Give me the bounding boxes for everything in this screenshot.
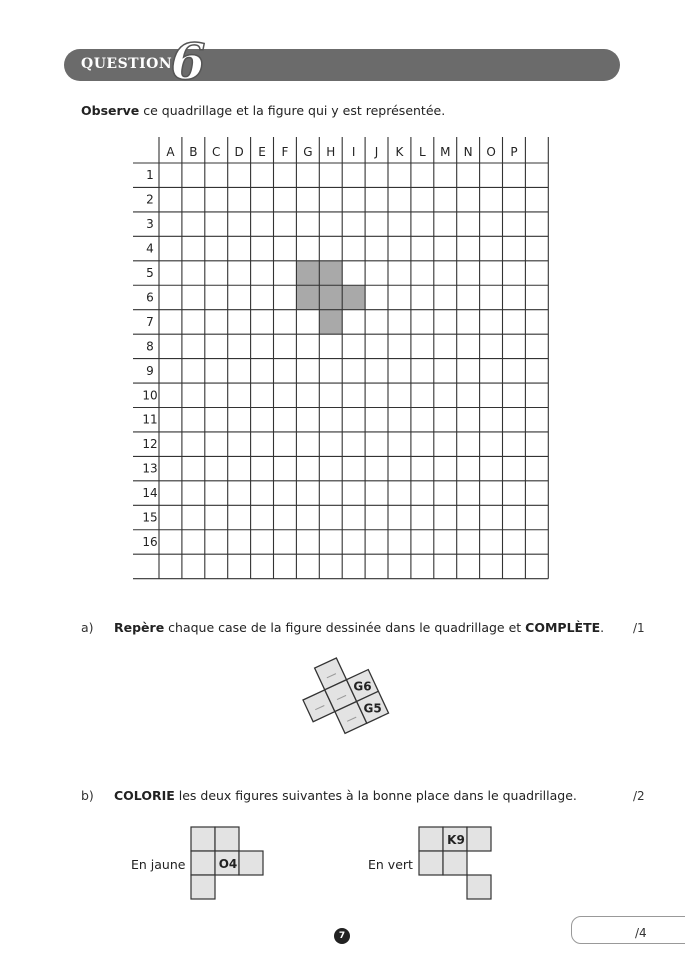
row-header: 1 — [146, 168, 154, 183]
row-header: 16 — [142, 534, 158, 549]
question-label: QUESTION — [81, 56, 173, 72]
total-score: /4 — [635, 926, 647, 940]
column-header: K — [395, 145, 404, 159]
green-cell — [467, 875, 491, 899]
column-header: D — [234, 145, 244, 159]
part-a-end: . — [600, 620, 605, 635]
label-g5: G5 — [363, 701, 382, 716]
part-a-score: /1 — [633, 621, 645, 635]
page-number: 7 — [334, 928, 350, 944]
shaded-cell — [319, 261, 342, 285]
part-a-instruction — [114, 620, 604, 635]
shaded-cell — [296, 261, 319, 285]
row-header: 11 — [142, 412, 158, 427]
column-header: E — [258, 145, 266, 159]
row-header: 14 — [142, 486, 158, 501]
column-header: O — [486, 145, 496, 159]
column-header: J — [374, 145, 379, 159]
label-o4: O4 — [218, 857, 238, 871]
column-header: L — [419, 145, 426, 159]
yellow-label: En jaune — [131, 857, 186, 872]
part-b-bold: COLORIE — [114, 788, 175, 803]
part-b-score: /2 — [633, 789, 645, 803]
green-cell — [419, 851, 443, 875]
column-header: G — [303, 145, 313, 159]
part-a-mid: chaque case de la figure dessinée dans le quadrillage et — [164, 620, 526, 635]
row-header: 4 — [146, 241, 154, 256]
row-header: 2 — [146, 192, 154, 207]
column-header: B — [189, 145, 198, 159]
green-cell — [443, 851, 467, 875]
label-g6: G6 — [353, 679, 372, 694]
row-header: 12 — [142, 437, 158, 452]
rotated-figure — [280, 648, 410, 763]
yellow-cell — [191, 851, 215, 875]
yellow-cell — [215, 827, 239, 851]
part-a-bold2: COMPLÈTE — [525, 620, 601, 635]
row-header: 13 — [142, 461, 158, 476]
column-header: I — [351, 145, 356, 159]
green-label: En vert — [368, 857, 413, 872]
column-header: H — [326, 145, 336, 159]
total-score-box — [571, 916, 685, 944]
column-header: A — [166, 145, 175, 159]
column-header: C — [212, 145, 221, 159]
row-header: 7 — [146, 314, 154, 329]
row-header: 8 — [146, 339, 154, 354]
shaded-cell — [319, 285, 342, 309]
row-header: 3 — [146, 217, 154, 232]
green-cell — [467, 827, 491, 851]
yellow-cell — [191, 875, 215, 899]
intro-bold: Observe — [81, 103, 140, 118]
shaded-cell — [342, 285, 365, 309]
part-a-marker: a) — [81, 620, 94, 635]
yellow-cell — [239, 851, 263, 875]
column-header: N — [463, 145, 473, 159]
part-b-instruction — [114, 788, 577, 803]
question-number: 6 — [170, 32, 206, 91]
intro-rest: ce quadrillage et la figure qui y est représentée. — [139, 103, 446, 118]
row-header: 9 — [146, 363, 154, 378]
row-header: 15 — [142, 510, 158, 525]
part-a-bold1: Repère — [114, 620, 165, 635]
row-header: 10 — [142, 388, 158, 403]
column-header: M — [440, 145, 451, 159]
green-cell — [419, 827, 443, 851]
column-header: P — [510, 145, 518, 159]
column-header: F — [281, 145, 289, 159]
part-b-marker: b) — [81, 788, 94, 803]
part-b-rest: les deux figures suivantes à la bonne place dans le quadrillage. — [174, 788, 577, 803]
row-header: 5 — [146, 266, 154, 281]
yellow-cell — [191, 827, 215, 851]
row-header: 6 — [146, 290, 154, 305]
label-k9: K9 — [447, 833, 465, 847]
shaded-cell — [296, 285, 319, 309]
shaded-cell — [319, 310, 342, 334]
